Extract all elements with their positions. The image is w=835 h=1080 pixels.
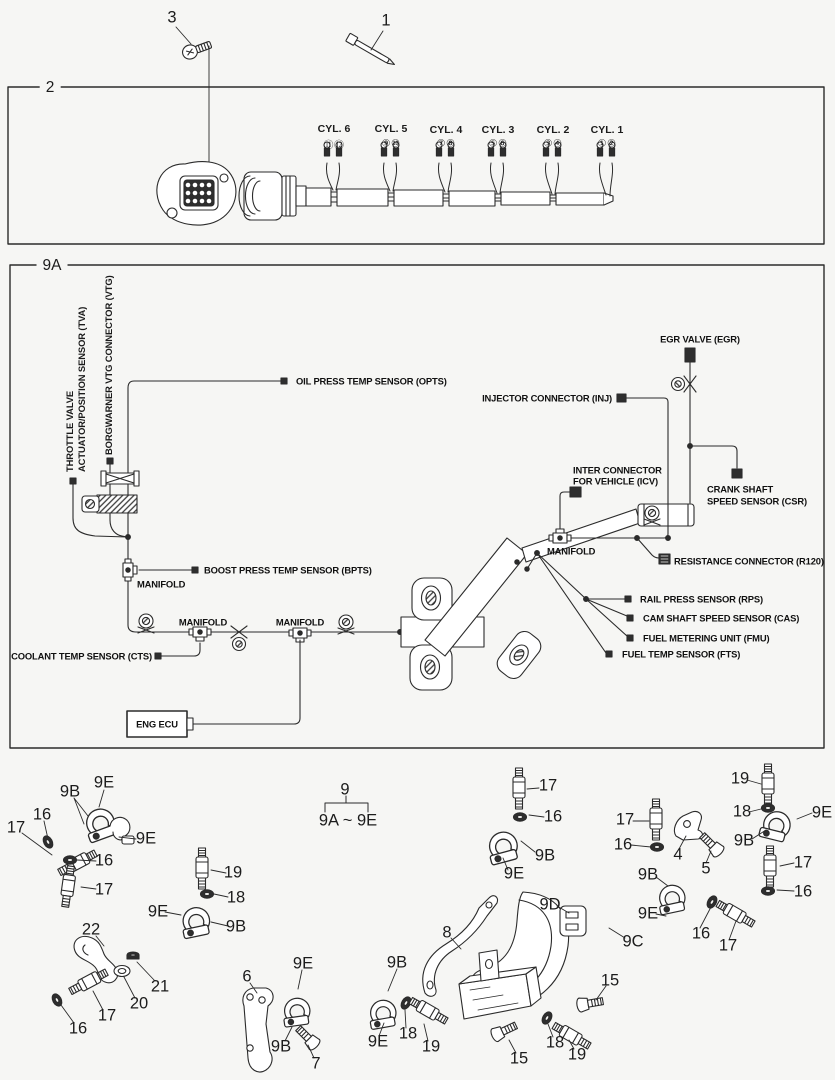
label-opts: OIL PRESS TEMP SENSOR (OPTS) <box>296 375 447 387</box>
label-fmu: FUEL METERING UNIT (FMU) <box>643 632 770 644</box>
label-manifold-3: MANIFOLD <box>275 616 325 628</box>
callout-19-c: 19 <box>567 1045 587 1064</box>
callout-9: 9 <box>340 780 350 799</box>
label-csr-line2: SPEED SENSOR (CSR) <box>707 495 807 507</box>
label-manifold-bpts: MANIFOLD <box>137 578 186 590</box>
cyl-4-label: CYL. 4 <box>429 124 463 136</box>
callout-18-d: 18 <box>732 802 752 821</box>
cable-tie-part-1 <box>346 33 397 68</box>
callout-9b-c: 9B <box>270 1037 292 1056</box>
callout-9e-a: 9E <box>93 773 115 792</box>
label-cts: COOLANT TEMP SENSOR (CTS) <box>11 650 152 662</box>
callout-9e-f: 9E <box>637 904 659 923</box>
callout-16-b: 16 <box>94 851 114 870</box>
callout-16-a: 16 <box>32 805 52 824</box>
label-eng-ecu: ENG ECU <box>136 718 178 730</box>
callout-9a-range: 9A ~ 9E <box>318 811 378 830</box>
callout-9e-d: 9E <box>292 954 314 973</box>
callout-4: 4 <box>673 845 683 864</box>
clamp-group-c <box>50 936 139 1007</box>
wiring-schematic <box>70 348 742 737</box>
leader-lines-top <box>176 27 383 182</box>
callout-18-b: 18 <box>398 1024 418 1043</box>
callout-15-b: 15 <box>509 1049 529 1068</box>
clamp-group-h <box>759 764 793 895</box>
callout-17-e: 17 <box>718 936 738 955</box>
callout-15-a: 15 <box>600 971 620 990</box>
callout-9b-b: 9B <box>225 917 247 936</box>
label-manifold-icv: MANIFOLD <box>547 545 596 557</box>
label-inj: INJECTOR CONNECTOR (INJ) <box>482 392 612 404</box>
callout-9b-a: 9B <box>59 782 81 801</box>
cyl-3-pins: ⑤⑥ <box>488 138 508 150</box>
callout-17-f: 17 <box>793 853 813 872</box>
cyl-5-label: CYL. 5 <box>374 123 408 135</box>
label-csr-line1: CRANK SHAFT <box>707 483 774 495</box>
label-icv-line2: FOR VEHICLE (ICV) <box>573 475 658 487</box>
label-tva <box>64 307 88 472</box>
callout-20: 20 <box>129 994 149 1013</box>
callout-9e-b: 9E <box>135 829 157 848</box>
callout-9e-e: 9E <box>367 1032 389 1051</box>
callout-17-c: 17 <box>97 1006 117 1025</box>
cyl-2-pins: ③④ <box>543 138 563 150</box>
callout-18-c: 18 <box>545 1033 565 1052</box>
box9a-label: 9A <box>37 257 68 275</box>
bracket-6-group <box>243 988 322 1072</box>
cyl-6-label: CYL. 6 <box>317 123 351 135</box>
label-manifold-2: MANIFOLD <box>178 616 228 628</box>
clamp-group-i <box>656 883 757 929</box>
callout-9b-e: 9B <box>637 865 659 884</box>
harness-main-connector <box>239 172 306 220</box>
flange-connector <box>157 162 236 225</box>
callout-16-f: 16 <box>793 882 813 901</box>
callout-16-d: 16 <box>613 835 633 854</box>
callout-9b-d: 9B <box>386 953 408 972</box>
clamp-group-b <box>179 848 214 939</box>
callout-17-b: 17 <box>94 880 114 899</box>
cyl-6-pins: ⑪⑫ <box>323 140 345 152</box>
callout-1: 1 <box>381 11 391 30</box>
cyl-5-pins: ⑨⑩ <box>381 138 401 150</box>
cyl-3-label: CYL. 3 <box>481 124 515 136</box>
label-cas: CAM SHAFT SPEED SENSOR (CAS) <box>643 612 800 624</box>
cyl-1-pins: ①② <box>597 138 617 150</box>
box2-label: 2 <box>40 79 61 97</box>
callout-7: 7 <box>311 1054 321 1073</box>
label-rps: RAIL PRESS SENSOR (RPS) <box>640 593 763 605</box>
callout-17-d: 17 <box>615 810 635 829</box>
callout-16-g: 16 <box>543 807 563 826</box>
ref-9-bracket <box>325 796 368 812</box>
callout-16-e: 16 <box>691 924 711 943</box>
label-fts: FUEL TEMP SENSOR (FTS) <box>622 648 741 660</box>
bolt-part-3 <box>181 38 214 61</box>
clamp-group-a <box>41 805 134 907</box>
label-egr: EGR VALVE (EGR) <box>660 333 740 345</box>
label-bpts: BOOST PRESS TEMP SENSOR (BPTS) <box>204 564 372 576</box>
clamp-group-g-mid <box>485 768 527 865</box>
callout-19-d: 19 <box>730 769 750 788</box>
callout-9e-g: 9E <box>811 803 833 822</box>
callout-3: 3 <box>167 8 177 27</box>
callout-18-a: 18 <box>226 888 246 907</box>
callout-21: 21 <box>150 977 170 996</box>
ring-terminals <box>324 142 615 156</box>
callout-9b-g: 9B <box>534 846 556 865</box>
label-tva-line1: THROTTLE VALVE <box>64 390 75 472</box>
callout-9e-h: 9E <box>503 864 525 883</box>
callout-19-b: 19 <box>421 1037 441 1056</box>
callout-16-c: 16 <box>68 1019 88 1038</box>
callout-19-a: 19 <box>223 863 243 882</box>
cyl-2-label: CYL. 2 <box>536 124 570 136</box>
callout-17-g: 17 <box>538 776 558 795</box>
callout-9e-c: 9E <box>147 902 169 921</box>
bracket-4-group <box>650 799 726 859</box>
label-r120: RESISTANCE CONNECTOR (R120) <box>674 555 824 567</box>
callout-22: 22 <box>81 920 101 939</box>
cyl-1-label: CYL. 1 <box>590 124 624 136</box>
label-icv-line1: INTER CONNECTOR <box>573 464 662 476</box>
label-vtg: BORGWARNER VTG CONNECTOR (VTG) <box>103 275 114 455</box>
callout-9c: 9C <box>622 932 644 951</box>
label-tva-line2: ACTUATOR/POSITION SENSOR (TVA) <box>76 306 87 472</box>
callout-9d: 9D <box>539 895 561 914</box>
cyl-4-pins: ⑦⑧ <box>436 138 456 150</box>
harness-trunk <box>306 142 615 206</box>
callout-8: 8 <box>442 923 452 942</box>
callout-5: 5 <box>701 859 711 878</box>
box-2-border <box>8 87 824 244</box>
clamp-group-e <box>367 995 449 1029</box>
callout-6: 6 <box>242 967 252 986</box>
callout-9b-f: 9B <box>733 831 755 850</box>
callout-17-a: 17 <box>6 818 26 837</box>
